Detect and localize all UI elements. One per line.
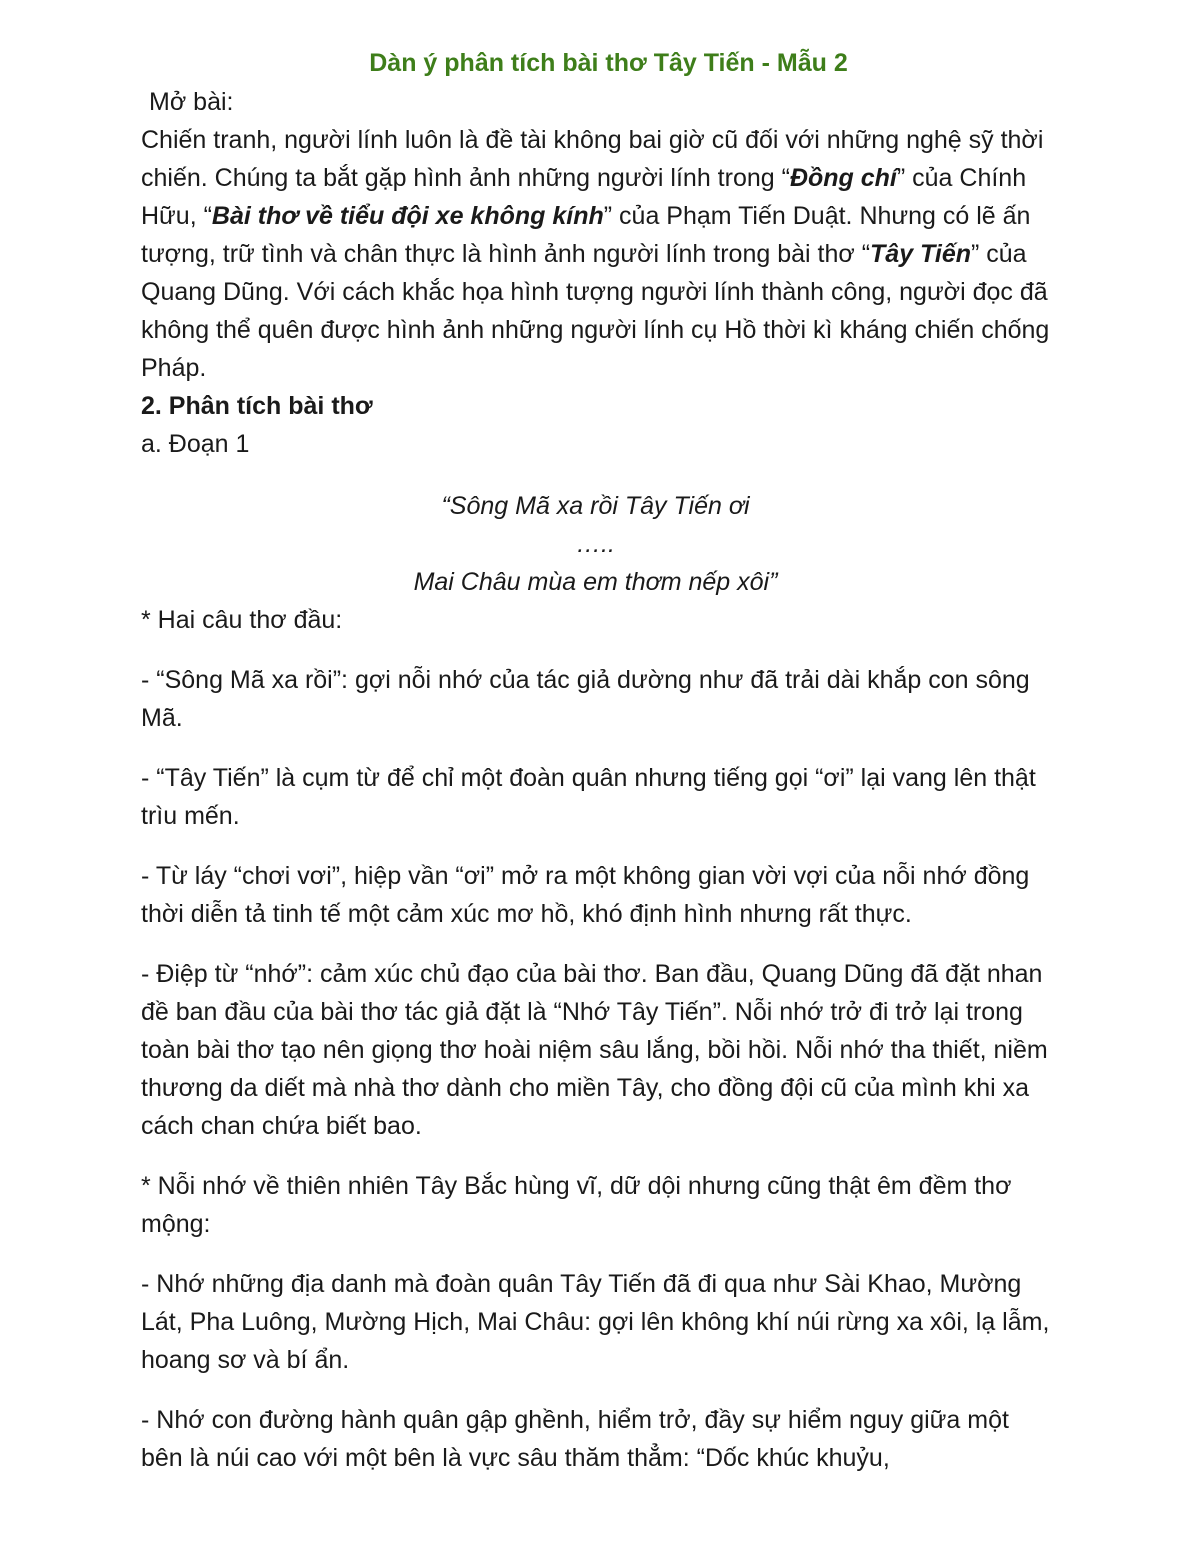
intro-text-4: ” của Quang Dũng. Với cách khắc họa hình tượng người lính thành công, người đọc đã không thể quên được hình ảnh những người lính cụ Hồ thời kì kháng chiến chống Pháp. <box>141 240 1050 382</box>
analysis-point: - Điệp từ “nhớ”: cảm xúc chủ đạo của bài thơ. Ban đầu, Quang Dũng đã đặt nhan đề ban đầu của bài thơ tác giả đặt là “Nhớ Tây Tiến”. Nỗi nhớ trở đi trở lại trong toàn bài thơ tạo nên giọng thơ hoài niệm sâu lắng, bồi hồi. Nỗi nhớ tha thiết, niềm thương da diết mà nhà thơ dành cho miền Tây, cho đồng đội cũ của mình khi xa cách chan chứa biết bao. <box>141 960 1048 1140</box>
poem-title-dong-chi: Đồng chí <box>789 164 897 192</box>
intro-label: Mở bài: <box>149 88 234 116</box>
analysis-point: - “Sông Mã xa rồi”: gợi nỗi nhớ của tác giả dường như đã trải dài khắp con sông Mã. <box>141 666 1030 732</box>
verse-line-2: Mai Châu mùa em thơm nếp xôi” <box>413 568 778 596</box>
section-heading: 2. Phân tích bài thơ <box>141 392 373 420</box>
document-title: Dàn ý phân tích bài thơ Tây Tiến - Mẫu 2 <box>369 49 848 77</box>
analysis-point: - “Tây Tiến” là cụm từ để chỉ một đoàn quân nhưng tiếng gọi “ơi” lại vang lên thật trìu mến. <box>141 764 1036 830</box>
verse-line-1: “Sông Mã xa rồi Tây Tiến ơi <box>441 492 750 520</box>
poem-title-tieu-doi: Bài thơ về tiểu đội xe không kính <box>211 202 604 230</box>
analysis-point: - Từ láy “chơi vơi”, hiệp vần “ơi” mở ra một không gian vời vợi của nỗi nhớ đồng thời diễn tả tinh tế một cảm xúc mơ hồ, khó định hình nhưng rất thực. <box>141 862 1030 928</box>
intro-text-1: Chiến tranh, người lính luôn là đề tài không bai giờ cũ đối với những nghệ sỹ thời chiến. Chúng ta bắt gặp hình ảnh những người lính trong “ <box>141 126 1044 192</box>
nature-point: - Nhớ những địa danh mà đoàn quân Tây Tiến đã đi qua như Sài Khao, Mường Lát, Pha Luông, Mường Hịch, Mai Châu: gợi lên không khí núi rừng xa xôi, lạ lẫm, hoang sơ và bí ẩn. <box>141 1270 1050 1374</box>
subsection-heading: a. Đoạn 1 <box>141 430 250 458</box>
verse-ellipsis: ….. <box>576 530 615 558</box>
two-lines-label: * Hai câu thơ đầu: <box>141 606 343 634</box>
intro-paragraph <box>141 121 1050 387</box>
nature-point: - Nhớ con đường hành quân gập ghềnh, hiểm trở, đầy sự hiểm nguy giữa một bên là núi cao với một bên là vực sâu thăm thẳm: “Dốc khúc khuỷu, <box>141 1406 1009 1472</box>
nature-label: * Nỗi nhớ về thiên nhiên Tây Bắc hùng vĩ, dữ dội nhưng cũng thật êm đềm thơ mộng: <box>141 1172 1012 1238</box>
intro-text-2: ” của Chính Hữu, “ <box>141 164 1027 230</box>
intro-text-3: ” của Phạm Tiến Duật. Nhưng có lẽ ấn tượng, trữ tình và chân thực là hình ảnh người lính trong bài thơ “ <box>141 202 1031 268</box>
poem-title-tay-tien: Tây Tiến <box>870 240 971 268</box>
